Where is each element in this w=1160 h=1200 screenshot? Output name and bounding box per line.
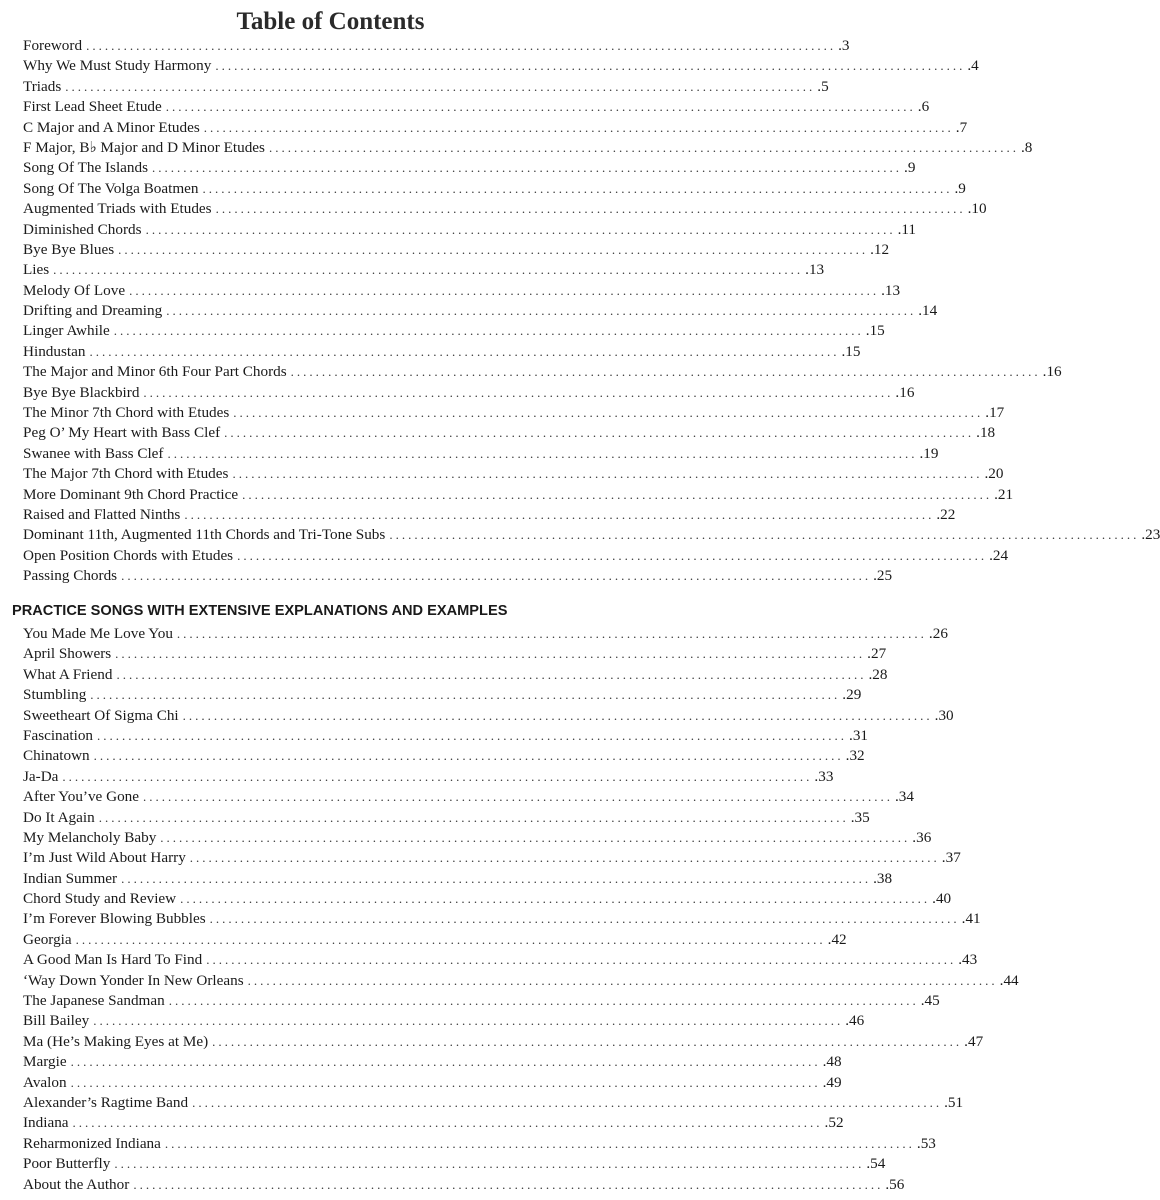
- toc-entry: [23, 767, 834, 787]
- toc-entry-page: .8: [1020, 138, 1033, 156]
- toc-dot-leader: ........................................................................................................................: [192, 1094, 943, 1110]
- toc-entry: [23, 118, 968, 138]
- toc-entry-page: .9: [904, 159, 916, 177]
- toc-dot-leader: ........................................................................................................................: [70, 1074, 821, 1090]
- toc-entry: [23, 1052, 842, 1072]
- toc-entry-title: Swanee with Bass Clef: [23, 444, 164, 462]
- toc-entry-page: .38: [873, 869, 893, 887]
- toc-entry: [23, 1011, 865, 1031]
- toc-entry-page: .47: [964, 1032, 984, 1050]
- toc-entry-page: .46: [845, 1012, 865, 1030]
- toc-dot-leader: ........................................................................................................................: [233, 405, 984, 421]
- toc-entry-page: .42: [827, 930, 847, 948]
- toc-entry-page: .15: [841, 342, 861, 360]
- toc-entry-page: .22: [936, 505, 956, 523]
- toc-entry: [23, 1093, 964, 1113]
- toc-entry-page: .15: [865, 322, 885, 340]
- toc-entry-title: About the Author: [23, 1175, 130, 1193]
- toc-entry-page: .30: [934, 706, 954, 724]
- toc-entry-page: .24: [989, 546, 1009, 564]
- toc-entry: [23, 1154, 886, 1174]
- toc-entry-page: .29: [842, 686, 862, 704]
- toc-entry-page: .21: [994, 485, 1014, 503]
- toc-entry-title: Bill Bailey: [23, 1012, 90, 1030]
- toc-entry: [23, 321, 885, 341]
- toc-entry-title: Bye Bye Blackbird: [23, 383, 140, 401]
- toc-entry-title: Stumbling: [23, 686, 87, 704]
- toc-entry: [23, 685, 862, 705]
- toc-entry-page: .7: [955, 118, 968, 136]
- toc-dot-leader: ........................................................................................................................: [176, 626, 927, 641]
- toc-entry: [23, 1032, 984, 1052]
- toc-dot-leader: ........................................................................................................................: [70, 1054, 821, 1070]
- toc-entry-page: .4: [967, 57, 979, 75]
- toc-list-main: [23, 36, 1160, 587]
- toc-entry-title: Reharmonized Indiana: [23, 1134, 161, 1152]
- toc-entry: [23, 179, 966, 199]
- toc-dot-leader: ........................................................................................................................: [168, 993, 919, 1009]
- toc-entry-page: .16: [1042, 363, 1062, 381]
- toc-entry-page: .10: [967, 200, 987, 218]
- toc-entry-page: .18: [976, 424, 996, 442]
- toc-dot-leader: ........................................................................................................................: [53, 262, 804, 278]
- toc-entry: [23, 909, 981, 929]
- toc-entry: [23, 220, 916, 240]
- toc-dot-leader: ........................................................................................................................: [237, 547, 988, 563]
- toc-entry-title: Song Of The Islands: [23, 159, 149, 177]
- toc-entry-title: Song Of The Volga Boatmen: [23, 179, 199, 197]
- toc-entry-page: .34: [895, 788, 914, 806]
- toc-entry-title: Augmented Triads with Etudes: [23, 200, 212, 218]
- toc-dot-leader: ........................................................................................................................: [290, 364, 1041, 380]
- toc-entry-title: After You’ve Gone: [23, 788, 139, 806]
- toc-entry-page: .23: [1141, 526, 1160, 544]
- toc-dot-leader: ........................................................................................................................: [75, 931, 826, 947]
- toc-entry-title: Indiana: [23, 1114, 69, 1132]
- toc-dot-leader: ........................................................................................................................: [166, 303, 917, 319]
- toc-entry: [23, 301, 938, 321]
- toc-entry: [23, 1073, 842, 1093]
- toc-dot-leader: ........................................................................................................................: [212, 1033, 963, 1049]
- toc-entry: [23, 281, 901, 301]
- toc-entry: [23, 342, 861, 362]
- toc-dot-leader: ........................................................................................................................: [167, 445, 918, 461]
- toc-entry-title: Why We Must Study Harmony: [23, 57, 212, 75]
- toc-entry-title: April Showers: [23, 645, 112, 663]
- toc-entry-title: Avalon: [23, 1073, 67, 1091]
- toc-entry-page: .27: [867, 645, 887, 663]
- toc-entry-title: Chinatown: [23, 747, 90, 765]
- toc-entry: [23, 362, 1062, 382]
- toc-dot-leader: ........................................................................................................................: [206, 952, 957, 968]
- toc-entry: [23, 1175, 905, 1195]
- toc-dot-leader: ........................................................................................................................: [209, 911, 960, 927]
- toc-entry: [23, 889, 952, 909]
- toc-entry: [23, 97, 930, 117]
- toc-entry-page: .51: [944, 1093, 964, 1111]
- toc-entry-title: C Major and A Minor Etudes: [23, 118, 200, 136]
- toc-entry-title: Diminished Chords: [23, 220, 142, 238]
- toc-entry-page: .25: [873, 567, 893, 585]
- toc-entry: [23, 991, 940, 1011]
- toc-dot-leader: ........................................................................................................................: [114, 1156, 865, 1172]
- toc-dot-leader: ........................................................................................................................: [116, 666, 867, 682]
- toc-dot-leader: ........................................................................................................................: [180, 891, 931, 907]
- toc-entry-title: Ma (He’s Making Eyes at Me): [23, 1032, 209, 1050]
- toc-entry: [23, 36, 850, 56]
- toc-entry: [23, 808, 870, 828]
- toc-entry-page: .49: [822, 1073, 842, 1091]
- toc-dot-leader: ........................................................................................................................: [232, 466, 983, 482]
- toc-list-practice-songs: [23, 624, 1019, 1195]
- toc-entry: [23, 138, 1033, 158]
- toc-entry-title: I’m Just Wild About Harry: [23, 849, 186, 867]
- toc-entry-page: .41: [961, 910, 981, 928]
- toc-dot-leader: ........................................................................................................................: [93, 748, 844, 764]
- toc-entry: [23, 240, 890, 260]
- toc-entry-title: A Good Man Is Hard To Find: [23, 951, 203, 969]
- toc-entry-page: .32: [845, 747, 865, 765]
- toc-entry-page: .14: [918, 302, 938, 320]
- toc-dot-leader: ........................................................................................................................: [389, 527, 1140, 543]
- toc-entry-page: .36: [912, 828, 932, 846]
- toc-dot-leader: ........................................................................................................................: [215, 58, 966, 74]
- toc-entry-title: Ja-Da: [23, 767, 59, 785]
- toc-entry: [23, 787, 914, 807]
- toc-dot-leader: ........................................................................................................................: [121, 870, 872, 886]
- page-title: Table of Contents: [236, 8, 425, 35]
- toc-entry-title: More Dominant 9th Chord Practice: [23, 485, 239, 503]
- toc-dot-leader: ........................................................................................................................: [93, 1013, 844, 1029]
- toc-dot-leader: ........................................................................................................................: [98, 809, 849, 825]
- toc-entry-title: Poor Butterfly: [23, 1155, 111, 1173]
- toc-entry-page: .33: [814, 767, 834, 785]
- toc-entry-title: Linger Awhile: [23, 322, 110, 340]
- toc-entry-page: .31: [849, 726, 869, 744]
- toc-entry-title: ‘Way Down Yonder In New Orleans: [23, 971, 244, 989]
- toc-entry-title: Sweetheart Of Sigma Chi: [23, 706, 179, 724]
- toc-entry-page: .52: [824, 1114, 844, 1132]
- toc-entry: [23, 444, 939, 464]
- toc-dot-leader: ........................................................................................................................: [215, 201, 966, 217]
- toc-entry: [23, 56, 979, 76]
- toc-entry-title: Hindustan: [23, 342, 86, 360]
- toc-entry-page: .43: [958, 951, 978, 969]
- toc-dot-leader: ........................................................................................................................: [202, 180, 953, 196]
- toc-entry: [23, 1134, 936, 1154]
- toc-dot-leader: ........................................................................................................................: [90, 687, 841, 703]
- toc-entry-page: .9: [954, 179, 966, 197]
- toc-entry: [23, 485, 1014, 505]
- toc-entry-title: You Made Me Love You: [23, 625, 173, 642]
- toc-entry: [23, 665, 888, 685]
- toc-entry: [23, 464, 1004, 484]
- toc-entry: [23, 403, 1005, 423]
- toc-entry-title: The Minor 7th Chord with Etudes: [23, 404, 230, 422]
- toc-entry-title: Open Position Chords with Etudes: [23, 546, 234, 564]
- toc-entry: [23, 726, 869, 746]
- toc-entry: [23, 423, 996, 443]
- toc-entry-title: The Japanese Sandman: [23, 992, 165, 1010]
- toc-entry-page: .40: [932, 890, 952, 908]
- toc-entry-title: Foreword: [23, 37, 83, 54]
- toc-entry-page: .45: [920, 992, 940, 1010]
- toc-entry-title: F Major, B♭ Major and D Minor Etudes: [23, 138, 265, 156]
- toc-entry-page: .17: [985, 404, 1005, 422]
- toc-dot-leader: ........................................................................................................................: [145, 221, 896, 237]
- toc-entry-title: Georgia: [23, 930, 72, 948]
- toc-entry-title: The Major 7th Chord with Etudes: [23, 465, 229, 483]
- toc-dot-leader: ........................................................................................................................: [133, 1176, 884, 1192]
- toc-entry: [23, 566, 893, 586]
- toc-entry: [23, 624, 948, 644]
- toc-dot-leader: ........................................................................................................................: [143, 384, 894, 400]
- toc-entry: [23, 199, 987, 219]
- toc-entry-title: Dominant 11th, Augmented 11th Chords and Tri-Tone Subs: [23, 526, 386, 544]
- toc-entry-title: The Major and Minor 6th Four Part Chords: [23, 363, 287, 381]
- toc-entry-page: .37: [941, 849, 961, 867]
- toc-dot-leader: ........................................................................................................................: [224, 425, 975, 441]
- toc-entry-title: My Melancholy Baby: [23, 828, 157, 846]
- toc-entry-page: .5: [817, 77, 829, 95]
- toc-entry-title: First Lead Sheet Etude: [23, 98, 162, 116]
- toc-entry-page: .13: [881, 281, 901, 299]
- toc-entry: [23, 77, 829, 97]
- toc-dot-leader: ........................................................................................................................: [182, 707, 933, 723]
- toc-dot-leader: ........................................................................................................................: [165, 99, 916, 115]
- toc-entry-page: .12: [870, 240, 890, 258]
- toc-entry-page: .13: [805, 261, 825, 279]
- toc-entry-page: .20: [984, 465, 1004, 483]
- toc-entry: [23, 869, 893, 889]
- toc-entry-title: Melody Of Love: [23, 281, 126, 299]
- toc-entry-page: .54: [866, 1155, 886, 1173]
- toc-entry-title: Drifting and Dreaming: [23, 302, 163, 320]
- toc-entry-page: .35: [850, 808, 870, 826]
- toc-dot-leader: ........................................................................................................................: [268, 139, 1019, 155]
- toc-dot-leader: ........................................................................................................................: [113, 323, 864, 339]
- toc-entry: [23, 505, 956, 525]
- toc-entry-page: .28: [868, 665, 888, 683]
- toc-entry-title: Margie: [23, 1053, 67, 1071]
- toc-entry-title: Raised and Flatted Ninths: [23, 505, 181, 523]
- toc-entry-title: Fascination: [23, 726, 94, 744]
- toc-entry-title: Triads: [23, 77, 62, 95]
- toc-entry-page: .56: [885, 1175, 905, 1193]
- toc-dot-leader: ........................................................................................................................: [203, 119, 954, 135]
- toc-entry: [23, 1113, 844, 1133]
- toc-dot-leader: ........................................................................................................................: [115, 646, 866, 662]
- toc-dot-leader: ........................................................................................................................: [189, 850, 940, 866]
- toc-dot-leader: ........................................................................................................................: [97, 727, 848, 743]
- toc-entry: [23, 383, 915, 403]
- toc-entry-page: .19: [919, 444, 939, 462]
- toc-entry: [23, 706, 954, 726]
- toc-entry-title: Alexander’s Ragtime Band: [23, 1093, 189, 1111]
- toc-dot-leader: ........................................................................................................................: [72, 1115, 823, 1131]
- toc-entry: [23, 260, 825, 280]
- toc-entry: [23, 158, 916, 178]
- toc-entry-page: .53: [916, 1134, 936, 1152]
- toc-entry-title: Passing Chords: [23, 567, 118, 585]
- toc-dot-leader: ........................................................................................................................: [242, 486, 993, 502]
- toc-dot-leader: ........................................................................................................................: [86, 38, 837, 53]
- toc-dot-leader: ........................................................................................................................: [121, 568, 872, 584]
- toc-entry-title: Indian Summer: [23, 869, 118, 887]
- toc-entry: [23, 644, 887, 664]
- toc-entry: [23, 930, 847, 950]
- toc-dot-leader: ........................................................................................................................: [89, 343, 840, 359]
- toc-entry-title: Do It Again: [23, 808, 95, 826]
- toc-dot-leader: ........................................................................................................................: [184, 506, 935, 522]
- toc-entry-page: .44: [999, 971, 1019, 989]
- toc-entry-title: What A Friend: [23, 665, 113, 683]
- toc-entry: [23, 546, 1009, 566]
- toc-dot-leader: ........................................................................................................................: [247, 972, 998, 988]
- section-heading-practice-songs: PRACTICE SONGS WITH EXTENSIVE EXPLANATIONS AND EXAMPLES: [12, 603, 508, 619]
- toc-entry-title: Lies: [23, 261, 50, 279]
- toc-dot-leader: ........................................................................................................................: [143, 789, 893, 805]
- toc-entry: [23, 746, 865, 766]
- toc-dot-leader: ........................................................................................................................: [160, 829, 911, 845]
- toc-entry: [23, 971, 1019, 991]
- toc-entry-page: .26: [928, 625, 948, 642]
- toc-dot-leader: ........................................................................................................................: [152, 160, 903, 176]
- toc-entry: [23, 525, 1160, 545]
- toc-entry: [23, 828, 932, 848]
- toc-entry-title: Chord Study and Review: [23, 890, 177, 908]
- toc-entry-page: .11: [897, 220, 916, 238]
- toc-dot-leader: ........................................................................................................................: [129, 282, 880, 298]
- toc-entry-title: Peg O’ My Heart with Bass Clef: [23, 424, 221, 442]
- toc-entry-page: .6: [917, 98, 930, 116]
- toc-dot-leader: ........................................................................................................................: [164, 1135, 915, 1151]
- toc-dot-leader: ........................................................................................................................: [65, 78, 816, 94]
- toc-dot-leader: ........................................................................................................................: [62, 768, 813, 784]
- toc-entry-page: .48: [822, 1053, 842, 1071]
- toc-entry-title: Bye Bye Blues: [23, 240, 115, 258]
- toc-entry-page: .16: [895, 383, 915, 401]
- toc-entry-page: .3: [838, 37, 850, 54]
- toc-dot-leader: ........................................................................................................................: [118, 241, 869, 257]
- toc-entry: [23, 950, 978, 970]
- toc-entry: [23, 848, 961, 868]
- toc-entry-title: I’m Forever Blowing Bubbles: [23, 910, 206, 928]
